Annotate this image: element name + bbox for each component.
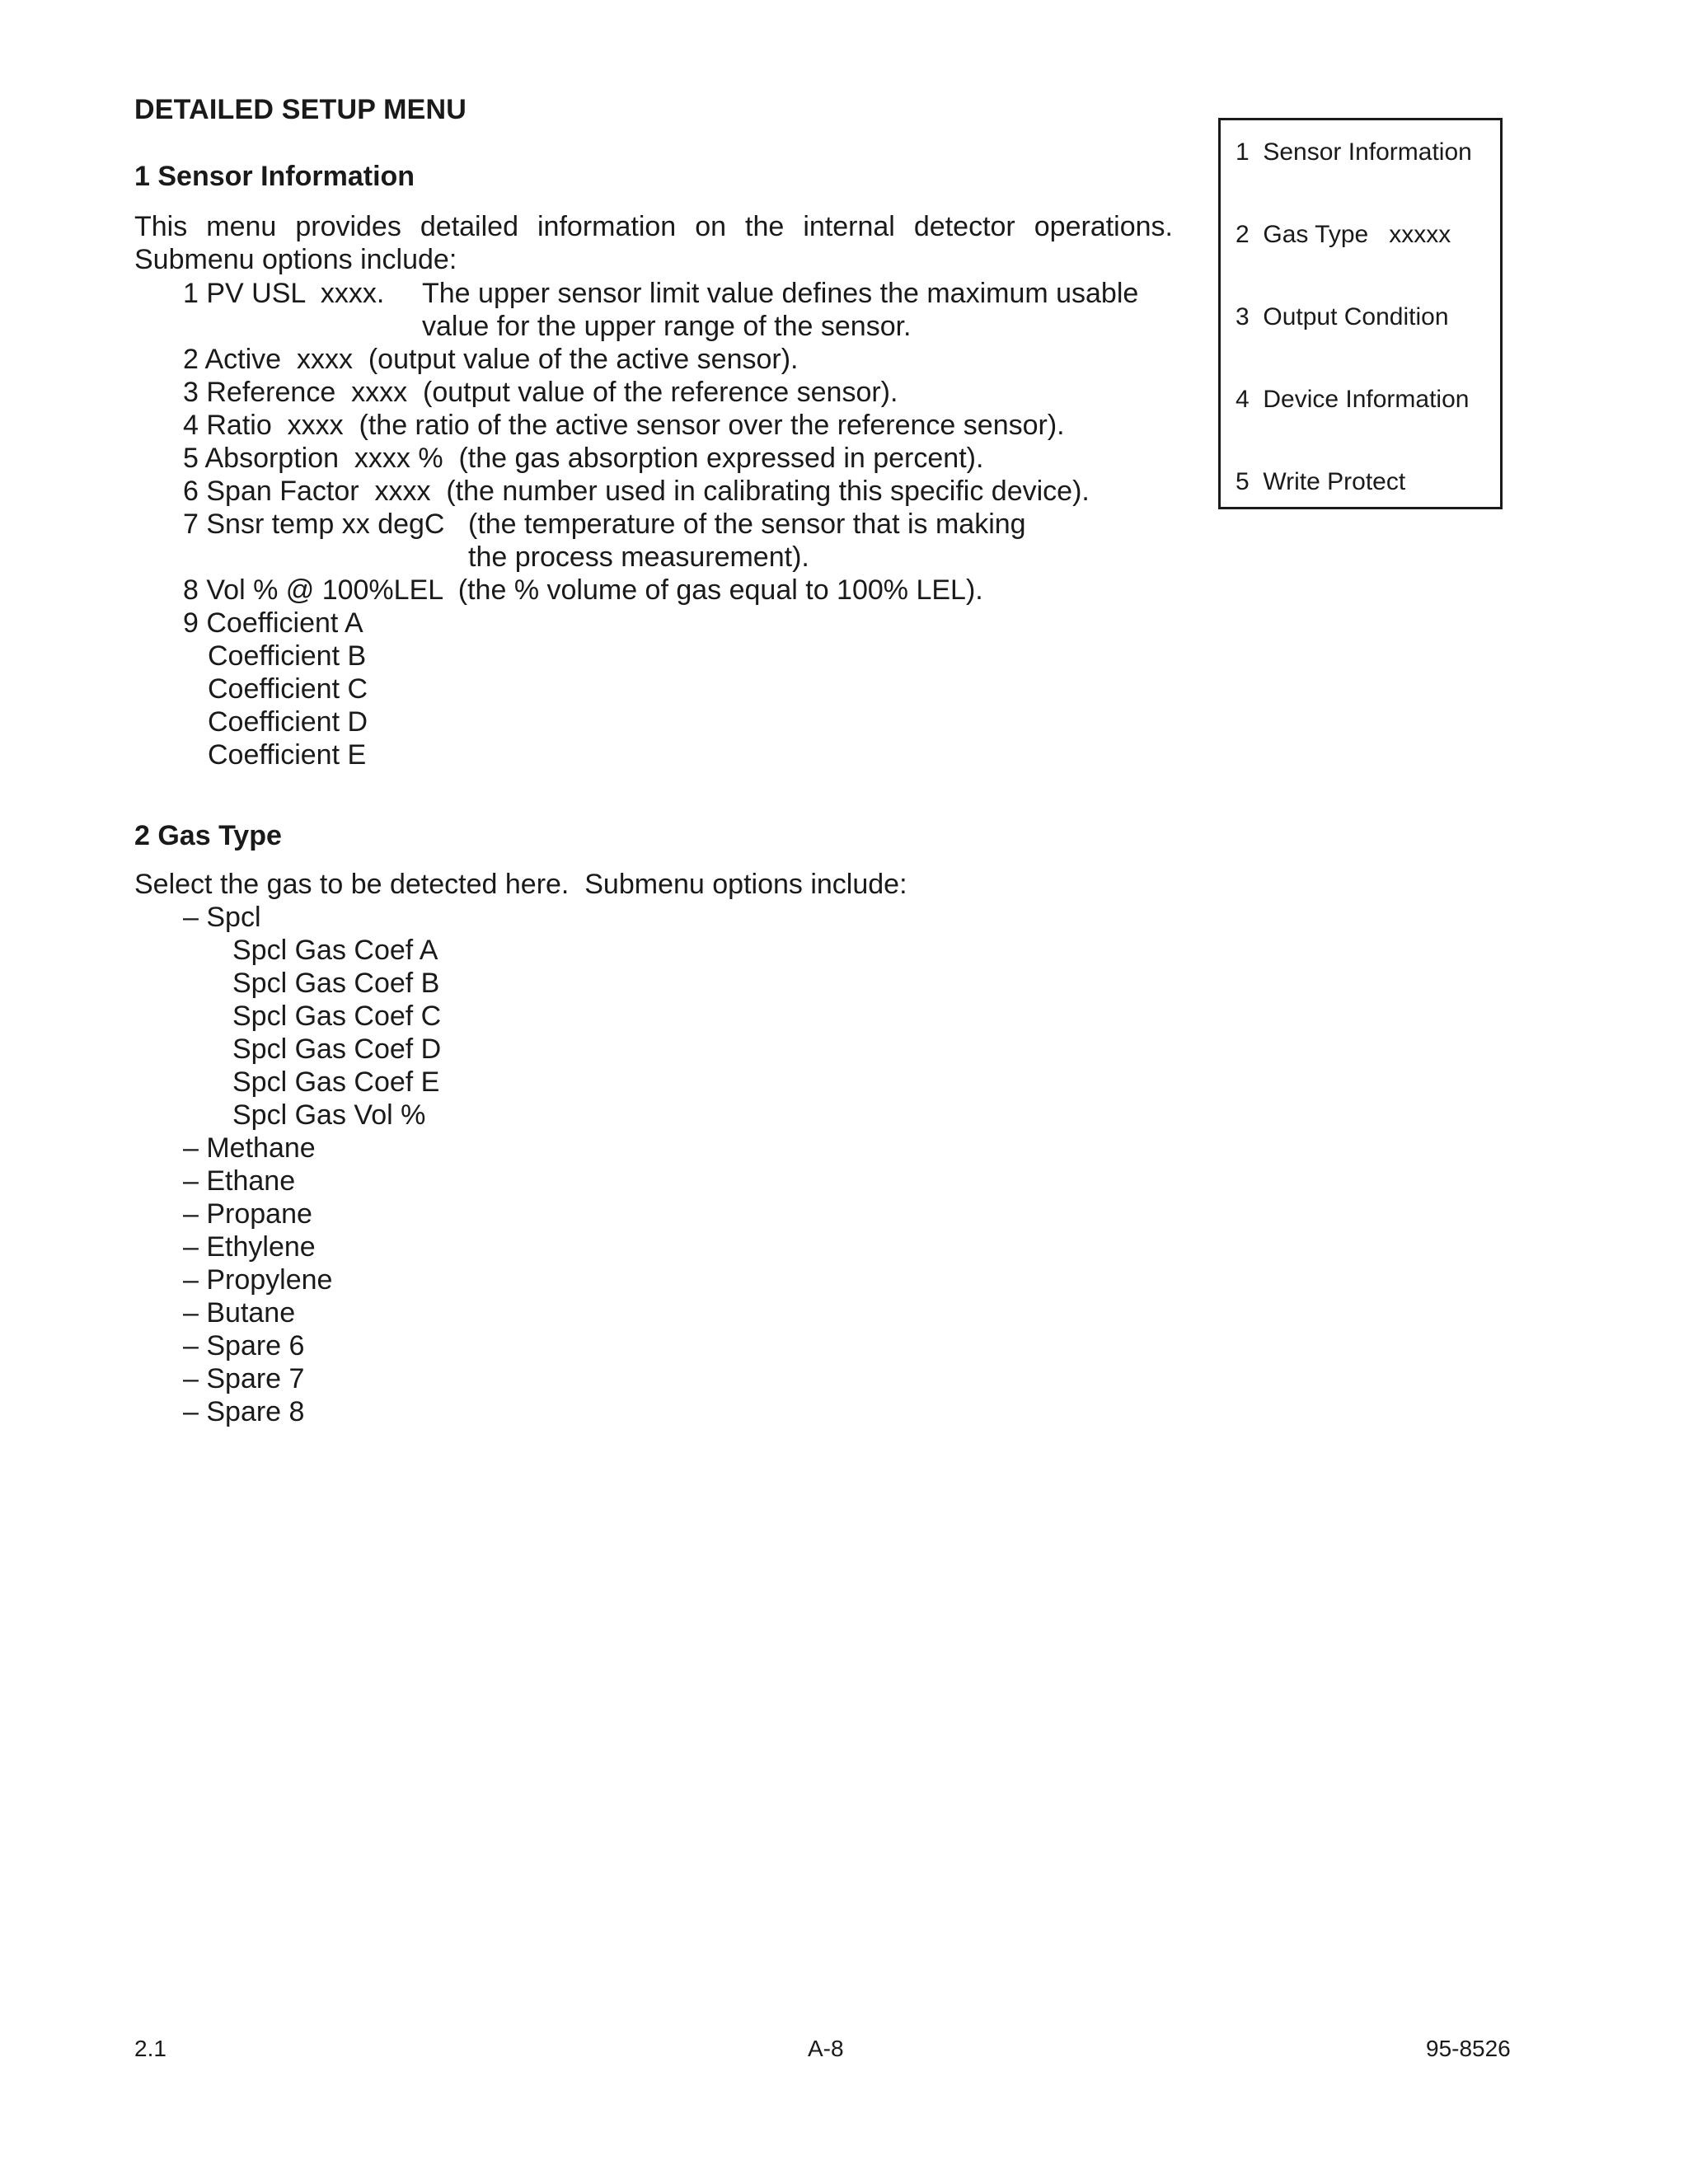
item-span-factor: 6 Span Factor xxxx (the number used in calibrating this specific device).	[183, 476, 1090, 507]
spcl-item: Spcl Gas Coef B	[232, 968, 440, 999]
gas-item: – Spare 6	[183, 1330, 305, 1361]
menu-item-output-condition: 3 Output Condition	[1236, 303, 1449, 330]
footer-page-number: A-8	[808, 2036, 844, 2061]
item-pv-usl-desc-cont: value for the upper range of the sensor.	[422, 311, 912, 342]
gas-spcl: – Spcl	[183, 902, 261, 933]
item-active: 2 Active xxxx (output value of the active sensor).	[183, 344, 799, 375]
menu-item-gas-type: 2 Gas Type xxxxx	[1236, 221, 1451, 248]
menu-item-sensor-information: 1 Sensor Information	[1236, 138, 1472, 166]
item-coefficient-d: Coefficient D	[208, 706, 368, 738]
item-vol-lel: 8 Vol % @ 100%LEL (the % volume of gas equal to 100% LEL).	[183, 574, 983, 606]
footer-document-number: 95-8526	[1426, 2036, 1511, 2061]
item-pv-usl: 1 PV USL xxxx.	[183, 278, 385, 309]
section-intro-gas-type: Select the gas to be detected here. Submenu options include:	[134, 869, 907, 900]
gas-item: – Ethane	[183, 1165, 296, 1197]
item-snsr-temp-desc-cont: the process measurement).	[468, 541, 809, 573]
spcl-item: Spcl Gas Coef E	[232, 1066, 440, 1098]
section-heading-sensor-information: 1 Sensor Information	[134, 161, 415, 192]
gas-item: – Propylene	[183, 1264, 333, 1296]
footer-revision: 2.1	[134, 2036, 166, 2061]
gas-item: – Spare 8	[183, 1396, 305, 1427]
spcl-item: Spcl Gas Coef D	[232, 1033, 442, 1065]
spcl-item: Spcl Gas Coef A	[232, 935, 438, 966]
spcl-item: Spcl Gas Vol %	[232, 1099, 426, 1131]
spcl-item: Spcl Gas Coef C	[232, 1001, 442, 1032]
item-reference: 3 Reference xxxx (output value of the reference sensor).	[183, 377, 898, 408]
item-coefficient-a: 9 Coefficient A	[183, 607, 363, 639]
menu-item-device-information: 4 Device Information	[1236, 386, 1470, 413]
page-title: DETAILED SETUP MENU	[134, 94, 467, 125]
gas-item: – Ethylene	[183, 1231, 316, 1263]
item-coefficient-e: Coefficient E	[208, 739, 367, 771]
item-coefficient-b: Coefficient B	[208, 640, 367, 672]
menu-item-write-protect: 5 Write Protect	[1236, 468, 1406, 495]
gas-item: – Butane	[183, 1297, 296, 1329]
menu-box	[1218, 118, 1503, 509]
item-snsr-temp: 7 Snsr temp xx degC	[183, 509, 445, 540]
item-pv-usl-desc: The upper sensor limit value defines the maximum usable	[422, 278, 1139, 309]
item-absorption: 5 Absorption xxxx % (the gas absorption expressed in percent).	[183, 443, 984, 474]
section-heading-gas-type: 2 Gas Type	[134, 820, 282, 851]
section-intro-sensor-information: This menu provides detailed information on the internal detector operations. Submenu options include:	[134, 211, 1173, 275]
gas-item: – Methane	[183, 1132, 316, 1164]
gas-item: – Spare 7	[183, 1363, 305, 1394]
gas-item: – Propane	[183, 1198, 312, 1230]
item-ratio: 4 Ratio xxxx (the ratio of the active sensor over the reference sensor).	[183, 410, 1065, 441]
item-snsr-temp-desc: (the temperature of the sensor that is making	[468, 509, 1026, 540]
item-coefficient-c: Coefficient C	[208, 673, 368, 705]
